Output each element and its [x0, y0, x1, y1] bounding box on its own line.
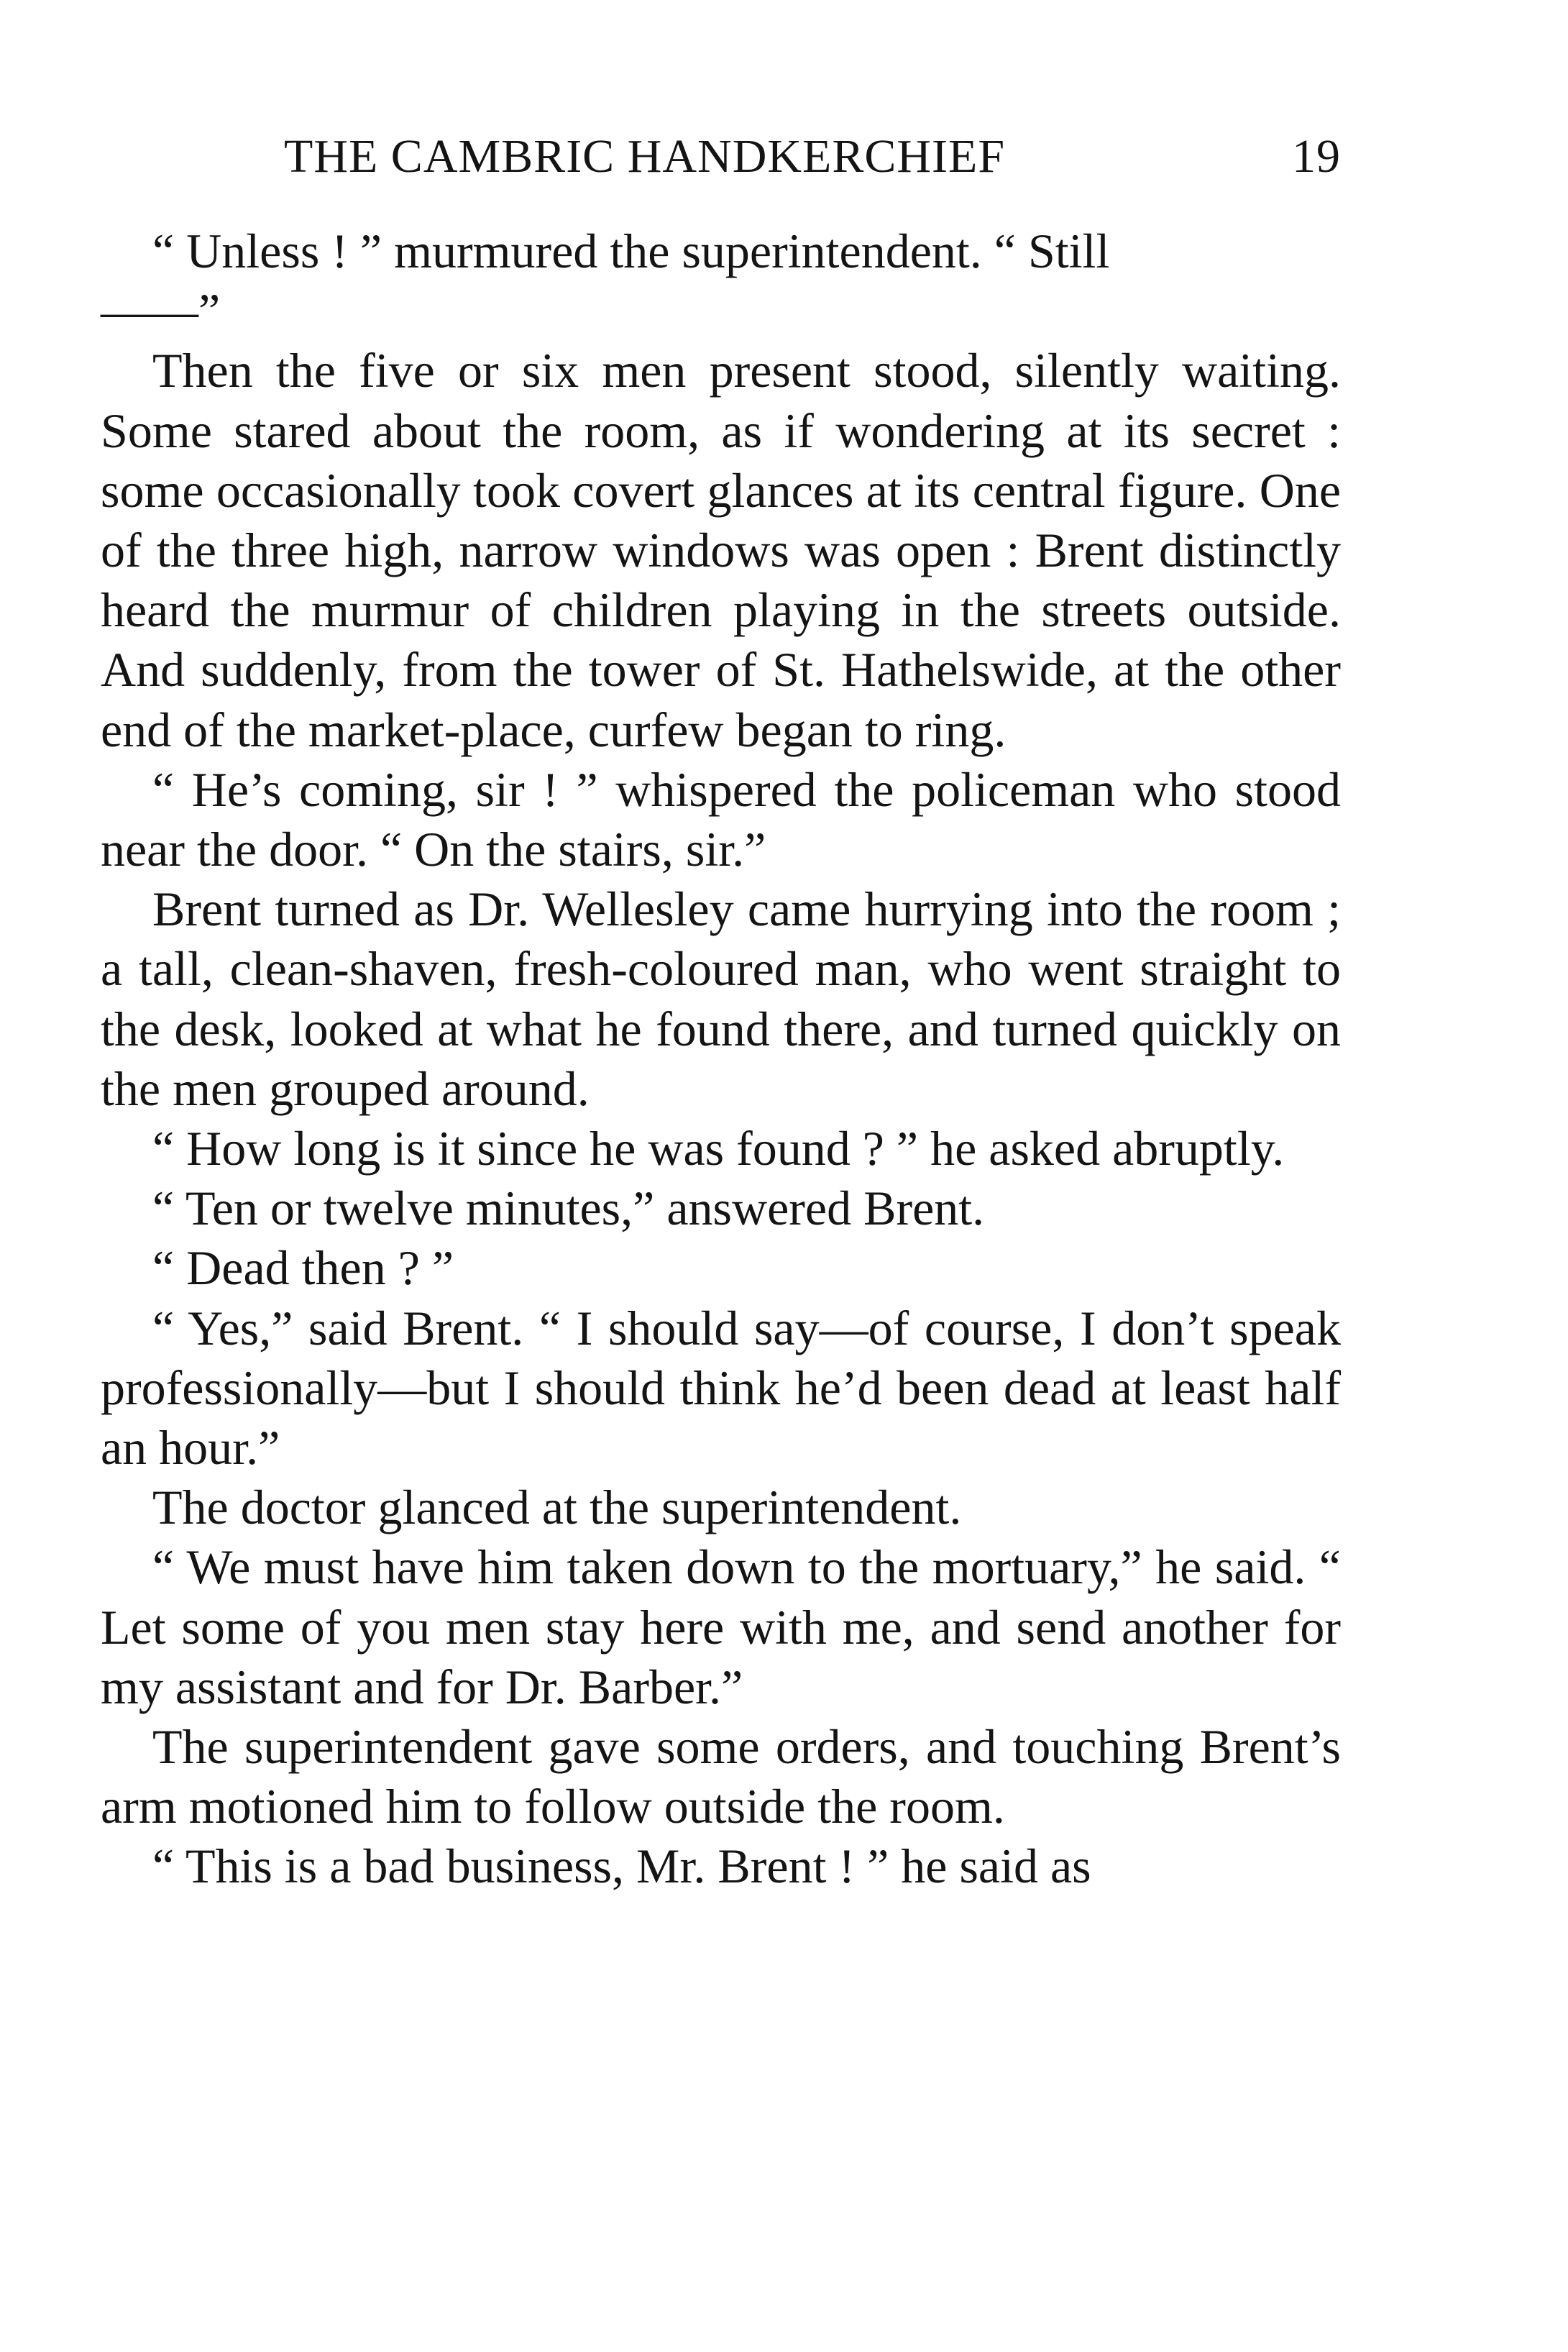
dash-continuation: ——”	[101, 283, 221, 339]
paragraph: “ How long is it since he was found ? ” he asked abruptly.	[152, 1121, 1285, 1176]
paragraph: “ This is a bad business, Mr. Brent ! ” he said as	[152, 1839, 1091, 1894]
running-head	[101, 128, 1341, 186]
body-text	[101, 221, 1341, 1897]
paragraph: The doctor glanced at the superintendent.	[152, 1480, 962, 1535]
paragraph: Brent turned as Dr. Wellesley came hurrying into the room ; a tall, clean-shaven, fresh-coloured man, who went straight to the desk, looked at what he found there, and turned quickly on the men grouped around.	[101, 882, 1341, 1116]
paragraph: “ Dead then ? ”	[152, 1240, 454, 1296]
paragraph: “ We must have him taken down to the mortuary,” he said. “ Let some of you men stay here with me, and send another for my assistant and for Dr. Barber.”	[101, 1539, 1341, 1714]
paragraph: “ He’s coming, sir ! ” whispered the policeman who stood near the door. “ On the stairs, sir.”	[101, 761, 1341, 877]
paragraph: Then the five or six men present stood, silently waiting. Some stared about the room, as if wondering at its secret : some occasionally took covert glances at its central figure. One of the three high, narrow windows was open : Brent distinctly heard the murmur of children playing in the streets outside. And suddenly, from the tower of St. Hathelswide, at the other end of the market-place, curfew began to ring.	[101, 343, 1341, 757]
paragraph: The superintendent gave some orders, and touching Brent’s arm motioned him to follow outside the room.	[101, 1719, 1341, 1834]
page-number: 19	[1292, 130, 1341, 183]
paragraph: “ Yes,” said Brent. “ I should say—of course, I don’t speak professionally—but I should think he’d been dead at least half an hour.”	[101, 1300, 1341, 1475]
paragraph	[101, 221, 1341, 341]
paragraph-text: “ Unless ! ” murmured the superintendent. “ Still	[152, 224, 1110, 278]
running-title: THE CAMBRIC HANDKERCHIEF	[284, 130, 1006, 183]
paragraph: “ Ten or twelve minutes,” answered Brent.	[152, 1181, 985, 1236]
